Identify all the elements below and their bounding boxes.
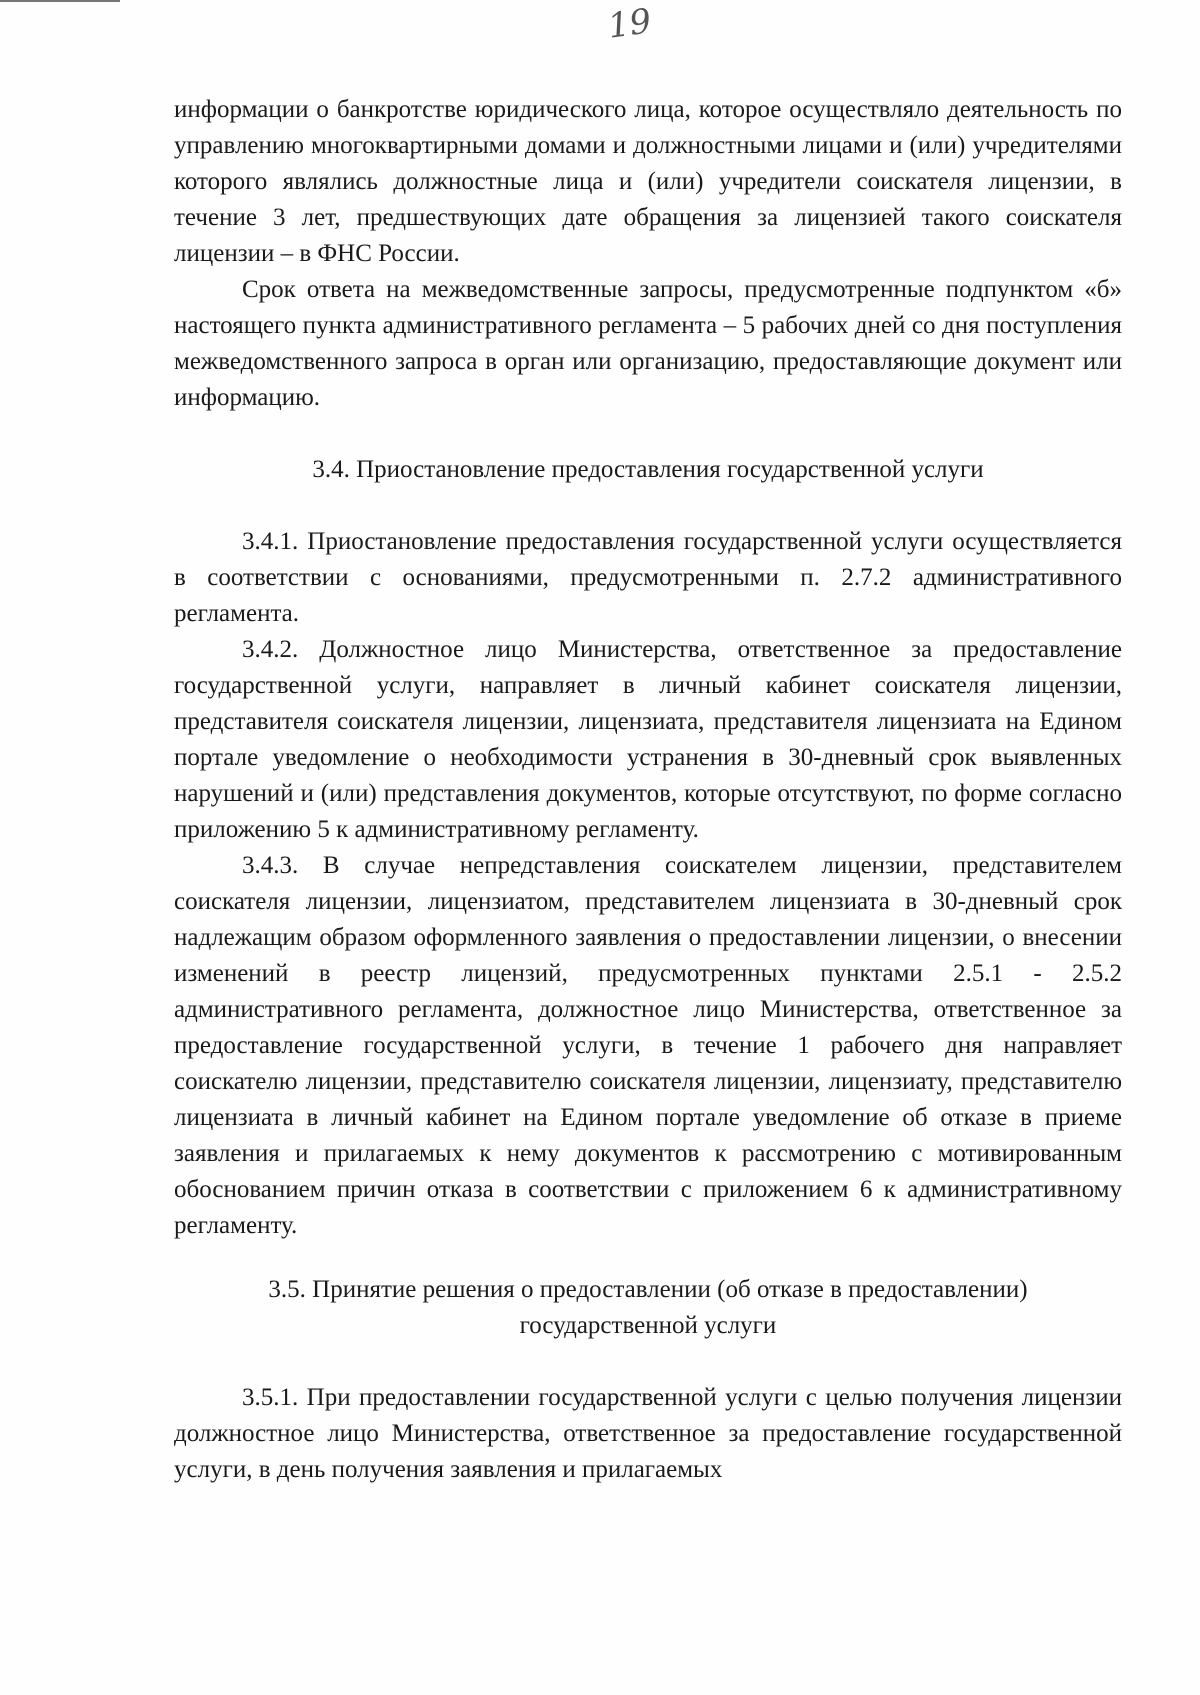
paragraph-continuation: информации о банкротстве юридического лица, которое осуществляло деятельность по управлению многоквартирными домами и должностными лицами и (или) учредителями которого являлись должностные лица и (или) учредители соискателя лицензии, в течение 3 лет, предшествующих дате обращения за лицензией такого соискателя лицензии – в ФНС России.	[174, 96, 1122, 267]
section-heading-3-5-line1: 3.5. Принятие решения о предоставлении (об отказе в предоставлении)	[268, 1276, 1028, 1303]
paragraph-3-4-1: 3.4.1. Приостановление предоставления государственной услуги осуществляется в соответствии с основаниями, предусмотренными п. 2.7.2 административного регламента.	[174, 528, 1122, 627]
document-body	[174, 92, 1122, 1488]
paragraph-3-4-2: 3.4.2. Должностное лицо Министерства, ответственное за предоставление государственной услуги, направляет в личный кабинет соискателя лицензии, представителя соискателя лицензии, лицензиата, представителя лицензиата на Едином портале уведомление о необходимости устранения в 30-дневный срок выявленных нарушений и (или) представления документов, которые отсутствуют, по форме согласно приложению 5 к административному регламенту.	[174, 636, 1122, 843]
page-number: 19	[605, 1, 654, 47]
scan-edge-line	[0, 0, 120, 2]
paragraph-3-5-1: 3.5.1. При предоставлении государственной услуги с целью получения лицензии должностное лицо Министерства, ответственное за предоставление государственной услуги, в день получения заявления и прилагаемых	[174, 1384, 1122, 1483]
paragraph-response-deadline: Срок ответа на межведомственные запросы, предусмотренные подпунктом «б» настоящего пункта административного регламента – 5 рабочих дней со дня поступления межведомственного запроса в орган или организацию, предоставляющие документ или информацию.	[174, 276, 1122, 411]
paragraph-3-4-3: 3.4.3. В случае непредставления соискателем лицензии, представителем соискателя лицензии, лицензиатом, представителем лицензиата в 30-дневный срок надлежащим образом оформленного заявления о предоставлении лицензии, о внесении изменений в реестр лицензий, предусмотренных пунктами 2.5.1 - 2.5.2 административного регламента, должностное лицо Министерства, ответственное за предоставление государственной услуги, в течение 1 рабочего дня направляет соискателю лицензии, представителю соискателя лицензии, лицензиату, представителю лицензиата в личный кабинет на Едином портале уведомление об отказе в приеме заявления и прилагаемых к нему документов к рассмотрению с мотивированным обоснованием причин отказа в соответствии с приложением 6 к административному регламенту.	[174, 852, 1122, 1239]
section-heading-3-4: 3.4. Приостановление предоставления государственной услуги	[312, 456, 984, 483]
section-heading-3-5-line2: государственной услуги	[519, 1312, 777, 1339]
